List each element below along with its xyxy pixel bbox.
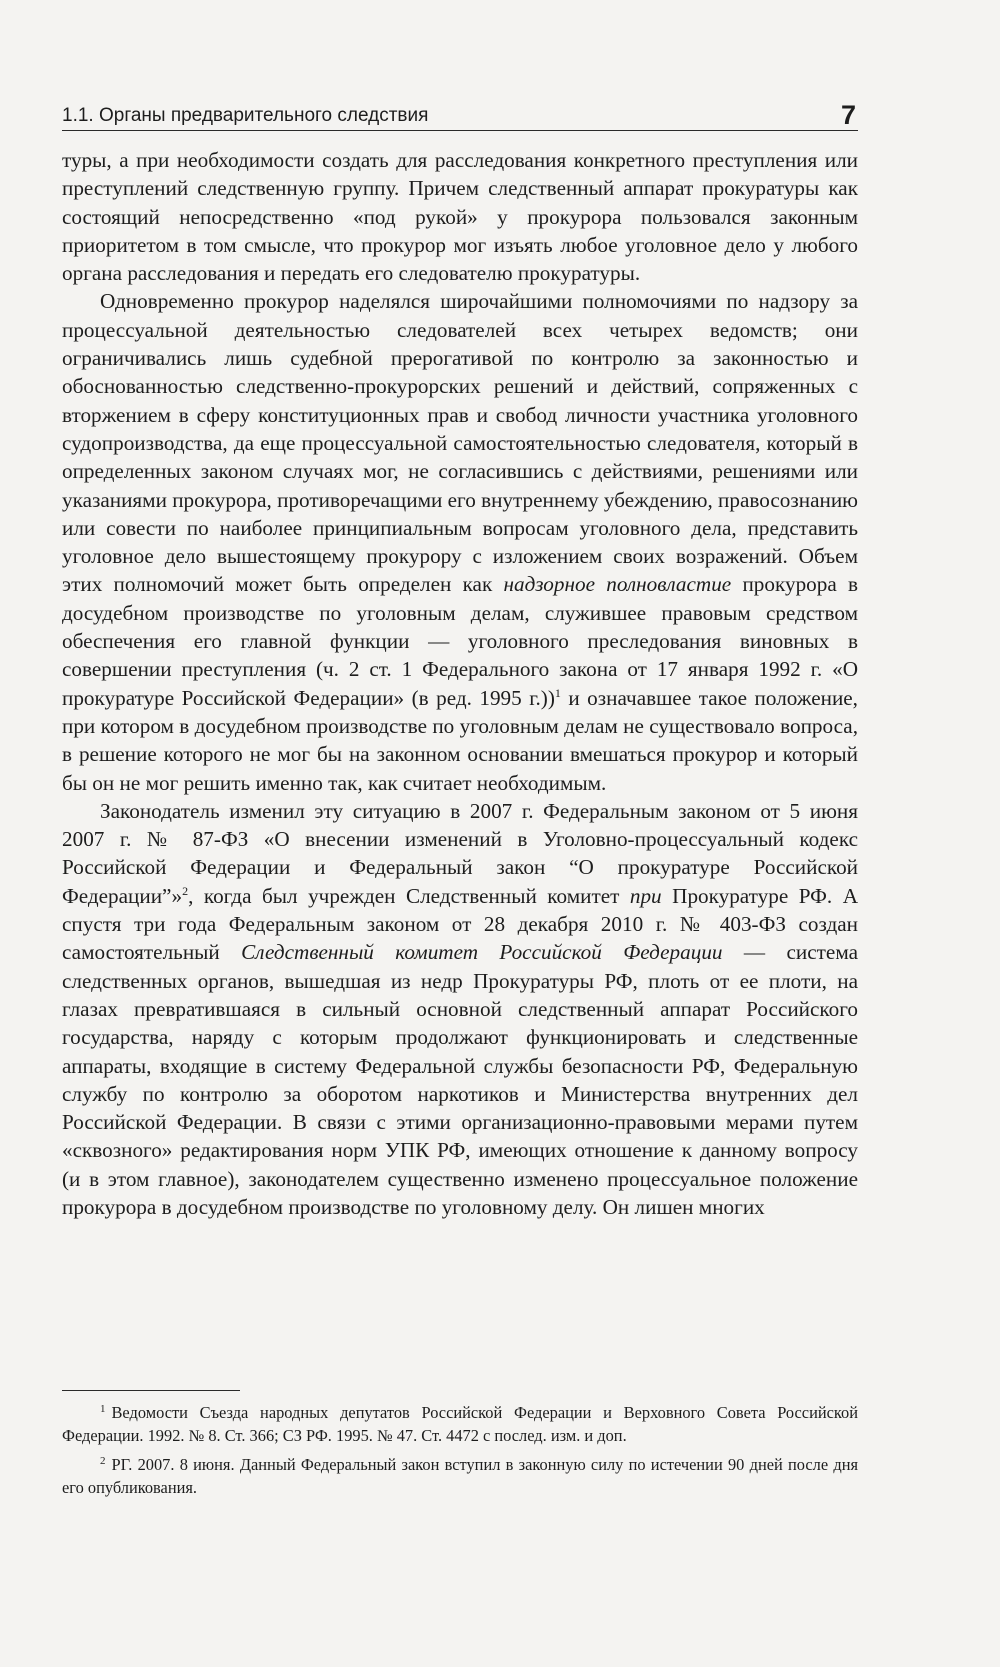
paragraph-2: Одновременно прокурор наделялся широчайшими полномочиями по надзору за процессуальной деятельностью следователей всех четырех ведомств; они ограничивались лишь судебной прерогативой по контролю за законностью и обоснованностью следственно-прокурорских решений и действий, сопряженных с вторжением в сферу конституционных прав и свобод личности участника уголовного судопроизводства, да еще процессуальной самостоятельностью следователя, который в определенных законом случаях мог, не согласившись с действиями, решениями или указаниями прокурора, противоречащими его внутреннему убеждению, правосознанию или совести по наиболее принципиальным вопросам уголовного дела, представить уголовное дело вышестоящему прокурору с изложением своих возражений. Объем этих полномочий может быть определен как надзорное полновластие прокурора в досудебном производстве по уголовным делам, служившее правовым средством обеспечения его главной функции — уголовного преследования виновных в совершении преступления (ч. 2 ст. 1 Федерального закона от 17 января 1992 г. «О прокуратуре Российской Федерации» (в ред. 1995 г.))$^1$ и означавшее такое положение, при котором в досудебном производстве по уголовным делам не существовало вопроса, в решение которого не мог бы на законном основании вмешаться прокурор и который бы он не мог решить именно так, как считает необходимым. <box>62 289 858 795</box>
footnote-text: Ведомости Съезда народных депутатов Российской Федерации и Верховного Совета Российской Федерации. 1992. № 8. Ст. 366; СЗ РФ. 1995. № 47. Ст. 4472 с послед. изм. и доп. <box>62 1403 858 1445</box>
section-title: 1.1. Органы предварительного следствия <box>62 105 429 126</box>
emphasis-sk-rf: Следственный комитет Российской Федерации <box>241 940 723 965</box>
paragraph-3: Законодатель изменил эту ситуацию в 2007 г. Федеральным законом от 5 июня 2007 г. № 87-ФЗ «О внесении изменений в Уголовно-процессуальный кодекс Российской Федерации и Федеральный закон “О прокуратуре Российской Федерации”»$^2$, когда был учрежден Следственный комитет при Прокуратуре РФ. А спустя три года Федеральным законом от 28 декабря 2010 г. № 403-ФЗ создан самостоятельный Следственный комитет Российской Федерации — система следственных органов, вышедшая из недр Прокуратуры РФ, плоть от ее плоти, на глазах превратившаяся в сильный основной следственный аппарат Российского государства, наряду с которым продолжают функционировать и следственные аппараты, входящие в систему Федеральной службы безопасности РФ, Федеральную службу по контролю за оборотом наркотиков и Министерства внутренних дел Российской Федерации. В связи с этими организационно-правовыми мерами путем «сквозного» редактирования норм УПК РФ, имеющих отношение к данному вопросу (и в этом главное), законодателем существенно изменено процессуальное положение прокурора в досудебном производстве по уголовному делу. Он лишен многих <box>62 798 858 1219</box>
footnotes <box>62 1401 858 1505</box>
emphasis-pri: при <box>629 883 662 908</box>
footnote-ref-1[interactable]: 1 <box>554 685 561 700</box>
footnote-mark: 1 <box>100 1402 106 1415</box>
footnote-ref-2[interactable]: 2 <box>182 883 189 898</box>
page-number: 7 <box>840 100 856 130</box>
footnote-separator <box>62 1390 240 1391</box>
emphasis-nadzornoe-polnovlastie: надзорное полновластие <box>503 572 732 597</box>
footnote-1 <box>62 1401 858 1447</box>
paragraph-1: туры, а при необходимости создать для расследования конкретного преступления или преступлений следственную группу. Причем следственный аппарат прокуратуры как состоящий непосредственно «под рукой» у прокурора пользовался законным приоритетом в том смысле, что прокурор мог изъять любое уголовное дело у любого органа расследования и передать его следователю прокуратуры. <box>62 148 858 286</box>
footnote-mark: 2 <box>100 1454 106 1467</box>
body-text <box>62 146 858 1221</box>
running-header <box>62 100 858 131</box>
footnote-2 <box>62 1453 858 1499</box>
footnote-text: РГ. 2007. 8 июня. Данный Федеральный закон вступил в законную силу по истечении 90 дней после дня его опубликования. <box>62 1455 858 1497</box>
